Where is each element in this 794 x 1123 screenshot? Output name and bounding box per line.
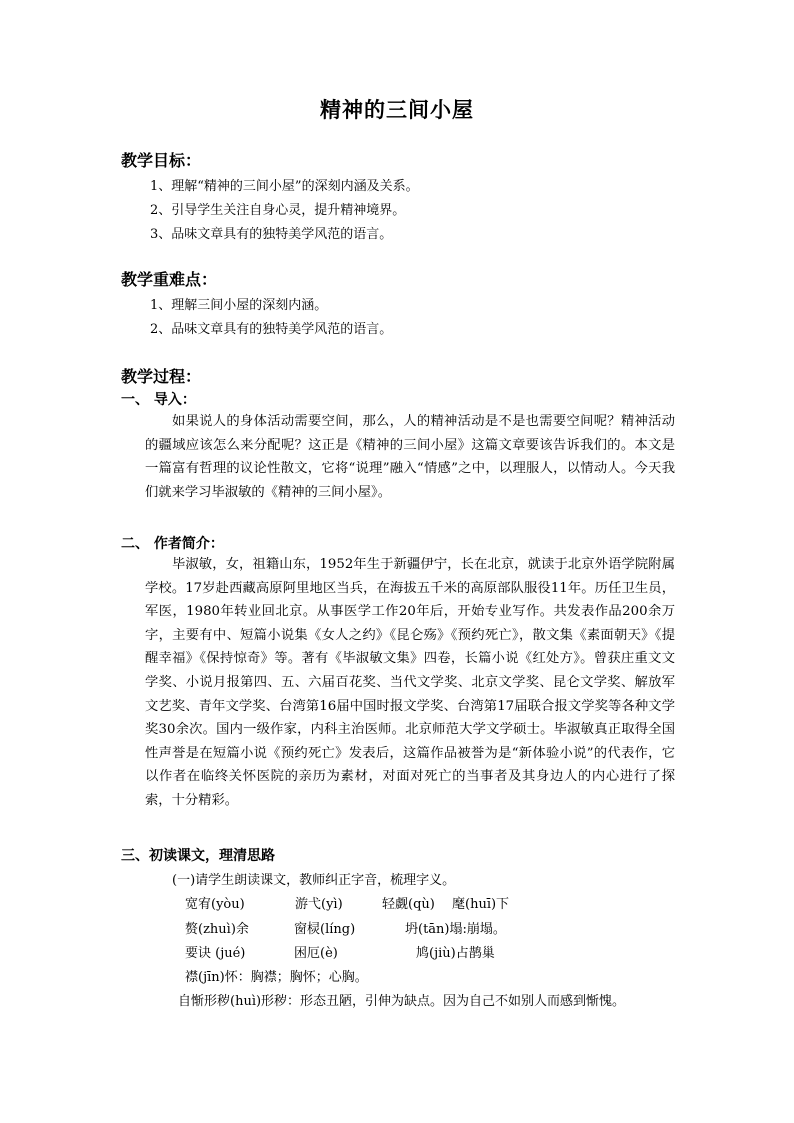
intro-paragraph: 如果说人的身体活动需要空间，那么，人的精神活动是不是也需要空间呢？精神活动的疆域应该怎么来分配呢？这正是《精神的三间小屋》这篇文章要该告诉我们的。本文是一篇富有哲理的议论性散文，它将“说理”融入“情感”之中，以理服人，以情动人。今天我们就来学习毕淑敏的《精神的三间小屋》。 [145, 414, 675, 500]
process-heading: 教学过程： [121, 367, 202, 386]
document-title: 精神的三间小屋 [320, 97, 474, 122]
vocab-item: 轻觑(qù) [382, 897, 435, 912]
vocab-item: 鸠(jiù)占鹊巢 [416, 946, 495, 961]
vocab-item: 困厄(è) [294, 946, 338, 961]
vocab-item: 赘(zhuì)余 [185, 922, 249, 937]
reading-subheading: (一)请学生朗读课文，教师纠正字音，梳理字义。 [172, 873, 456, 888]
vocab-line-jinhuai: 襟(jīn)怀：胸襟；胸怀；心胸。 [185, 970, 368, 985]
vocab-line-zicanxinghui: 自惭形秽(huì)形秽：形态丑陋，引伸为缺点。因为自己不如别人而感到惭愧。 [178, 994, 626, 1009]
author-heading: 二、 作者简介： [121, 536, 224, 552]
vocab-item: 窗棂(líng) [294, 922, 356, 937]
objectives-heading: 教学目标： [121, 151, 202, 170]
vocab-item: 要诀 (jué) [185, 946, 246, 961]
key-point-item-2: 2、品味文章具有的独特美学风范的语言。 [150, 322, 393, 337]
objective-item-1: 1、理解“精神的三间小屋”的深刻内涵及关系。 [150, 179, 419, 194]
intro-heading: 一、 导入： [121, 392, 196, 408]
vocab-item: 麾(huī)下 [452, 897, 510, 912]
key-point-item-1: 1、理解三间小屋的深刻内涵。 [150, 298, 328, 313]
vocab-item: 坍(tān)塌:崩塌。 [405, 922, 506, 937]
author-paragraph: 毕淑敏，女，祖籍山东，1952年生于新疆伊宁，长在北京，就读于北京外语学院附属学校。17岁赴西藏高原阿里地区当兵，在海拔五千米的高原部队服役11年。历任卫生员，军医，1980年转业回北京。从事医学工作20年后，开始专业写作。共发表作品200余万字，主要有中、短篇小说集《女人之约》《昆仑殇》《预约死亡》，散文集《素面朝天》《提醒幸福》《保持惊奇》等。著有《毕淑敏文集》四卷，长篇小说《红处方》。曾获庄重文文学奖、小说月报第四、五、六届百花奖、当代文学奖、北京文学奖、昆仑文学奖、解放军文艺奖、青年文学奖、台湾第16届中国时报文学奖、台湾第17届联合报文学奖等各种文学奖30余次。国内一级作家，内科主治医师。北京师范大学文学硕士。毕淑敏真正取得全国性声誉是在短篇小说《预约死亡》发表后，这篇作品被誉为是“新体验小说”的代表作，它以作者在临终关怀医院的亲历为素材，对面对死亡的当事者及其身边人的内心进行了探索，十分精彩。 [145, 557, 675, 808]
vocab-item: 游弋(yì) [295, 897, 343, 912]
key-points-heading: 教学重难点： [121, 270, 218, 289]
reading-heading: 三、初读课文，理清思路 [121, 848, 275, 864]
objective-item-2: 2、引导学生关注自身心灵，提升精神境界。 [150, 203, 406, 218]
vocab-item: 宽宥(yòu) [185, 897, 245, 912]
objective-item-3: 3、品味文章具有的独特美学风范的语言。 [150, 227, 393, 242]
